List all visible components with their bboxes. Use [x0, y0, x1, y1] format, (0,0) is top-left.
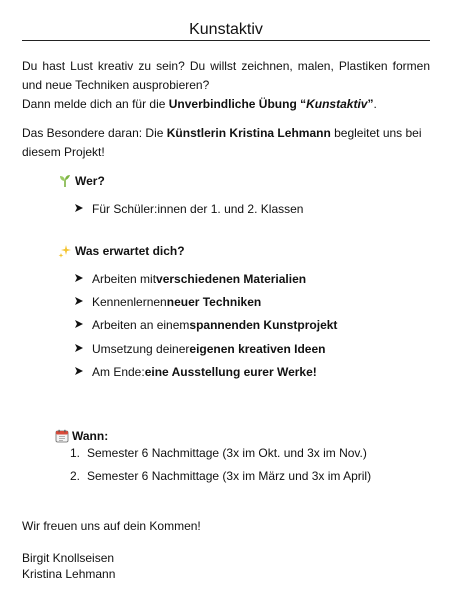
- expect-item-pre: Arbeiten mit: [92, 272, 157, 286]
- expect-item: [74, 293, 261, 311]
- sprout-icon: [58, 174, 72, 188]
- expect-item-bold: eigenen kreativen Ideen: [189, 342, 326, 356]
- arrow-bullet-icon: [74, 363, 84, 381]
- when-item-text: Semester 6 Nachmittage (3x im Okt. und 3x im Nov.): [87, 446, 367, 460]
- who-heading-text: Wer?: [75, 174, 105, 188]
- when-heading-text: Wann:: [72, 429, 109, 443]
- intro-line2-bolditalic: Kunstaktiv: [306, 97, 368, 111]
- expect-heading: [58, 242, 185, 260]
- intro-line2-boldend: ”: [367, 97, 374, 111]
- intro-paragraph: [22, 57, 430, 114]
- intro-line1: Du hast Lust kreativ zu sein? Du willst zeichnen, malen, Plastiken formen und neue Techniken ausprobieren?: [22, 59, 430, 92]
- intro-line2-bold: Unverbindliche Übung “: [168, 97, 307, 111]
- expect-item: [74, 270, 306, 288]
- arrow-bullet-icon: [74, 316, 84, 334]
- sparkles-icon: [58, 244, 72, 258]
- signature-block: [22, 550, 430, 582]
- arrow-bullet-icon: [74, 200, 84, 218]
- page-title: Kunstaktiv: [189, 21, 263, 38]
- expect-heading-text: Was erwartet dich?: [75, 244, 185, 258]
- when-item: [70, 444, 367, 462]
- expect-item-bold: neuer Techniken: [166, 295, 262, 309]
- expect-item-pre: Umsetzung deiner: [92, 342, 190, 356]
- who-item: [74, 200, 303, 218]
- special-pre: Das Besondere daran: Die: [22, 126, 167, 140]
- special-post: begleitet uns bei diesem Projekt!: [22, 126, 422, 159]
- arrow-bullet-icon: [74, 270, 84, 288]
- who-item-text: Für Schüler:innen der 1. und 2. Klassen: [92, 202, 304, 216]
- expect-item-bold: spannenden Kunstprojekt: [189, 318, 338, 332]
- intro-line2-post: .: [373, 97, 377, 111]
- arrow-bullet-icon: [74, 340, 84, 358]
- when-heading: [55, 427, 108, 445]
- title-divider: [22, 40, 430, 41]
- when-item-number: 1.: [70, 446, 81, 460]
- expect-item: [74, 316, 337, 334]
- who-heading: [58, 172, 105, 190]
- special-paragraph: [22, 124, 430, 162]
- intro-line2-pre: Dann melde dich an für die: [22, 97, 169, 111]
- signature-name: Birgit Knollseisen: [22, 551, 115, 565]
- expect-item: [74, 363, 317, 381]
- when-item-number: 2.: [70, 469, 81, 483]
- closing-text: Wir freuen uns auf dein Kommen!: [22, 519, 201, 533]
- expect-item-bold: eine Ausstellung eurer Werke!: [144, 365, 317, 379]
- expect-item: [74, 340, 325, 358]
- arrow-bullet-icon: [74, 293, 84, 311]
- calendar-icon: [55, 429, 69, 443]
- expect-item-bold: verschiedenen Materialien: [156, 272, 307, 286]
- when-item-text: Semester 6 Nachmittage (3x im März und 3x im April): [87, 469, 372, 483]
- expect-item-pre: Arbeiten an einem: [92, 318, 190, 332]
- expect-item-pre: Am Ende:: [92, 365, 145, 379]
- when-item: [70, 467, 371, 485]
- expect-item-pre: Kennenlernen: [92, 295, 167, 309]
- signature-name: Kristina Lehmann: [22, 567, 116, 581]
- special-bold: Künstlerin Kristina Lehmann: [166, 126, 331, 140]
